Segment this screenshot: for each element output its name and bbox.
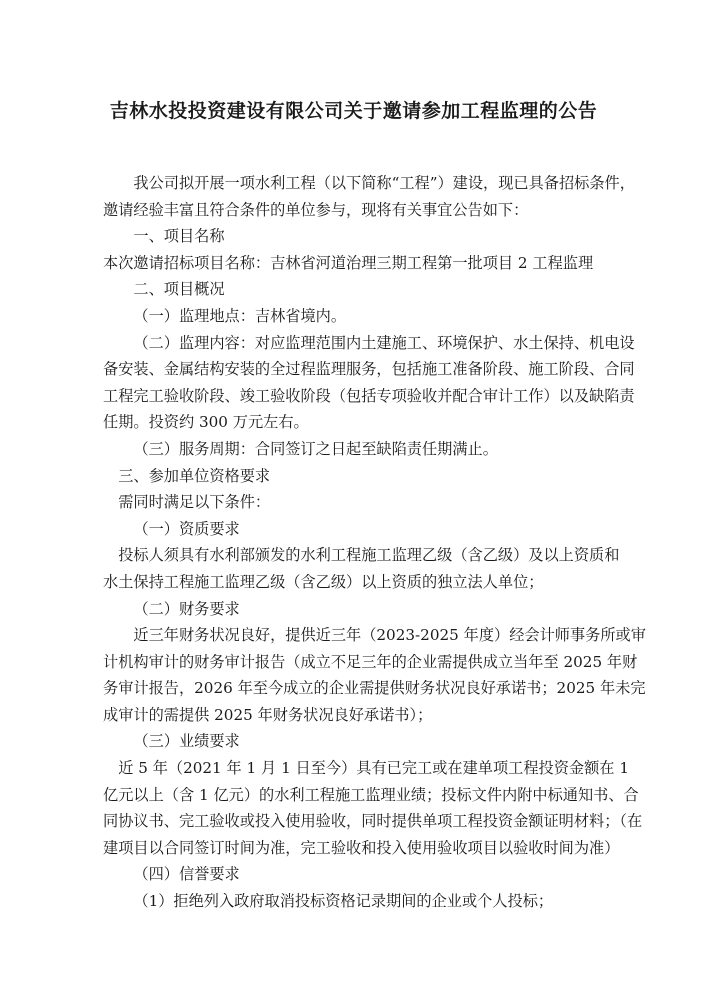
paragraph-line: 成审计的需提供 2025 年财务状况良好承诺书）；: [103, 705, 433, 724]
paragraph-line: 任期。投资约 300 万元左右。: [103, 413, 309, 432]
paragraph-line: （一）监理地点：吉林省境内。: [133, 306, 347, 325]
section-heading: 三、参加单位资格要求: [118, 466, 271, 485]
section-heading: 二、项目概况: [133, 280, 225, 299]
paragraph-line: 邀请经验丰富且符合条件的单位参与，现将有关事宜公告如下：: [103, 200, 529, 219]
sub-heading: （一）资质要求: [133, 519, 240, 538]
paragraph-line: 投标人须具有水利部颁发的水利工程施工监理乙级（含乙级）及以上资质和: [118, 546, 620, 565]
section-heading: 一、项目名称: [133, 227, 225, 246]
paragraph-line: 务审计报告，2026 年至今成立的企业需提供财务状况良好承诺书；2025 年未完: [103, 679, 646, 698]
sub-heading: （四）信誉要求: [133, 865, 240, 884]
paragraph-line: 近三年财务状况良好，提供近三年（2023-2025 年度）经会计师事务所或审: [133, 626, 646, 645]
paragraph-line: 水土保持工程施工监理乙级（含乙级）以上资质的独立法人单位；: [103, 572, 544, 591]
paragraph-line: 本次邀请招标项目名称：吉林省河道治理三期工程第一批项目 2 工程监理: [103, 253, 594, 272]
paragraph-line: （1）拒绝列入政府取消投标资格记录期间的企业或个人投标；: [133, 892, 554, 911]
paragraph-line: 同协议书、完工验收或投入使用验收，同时提供单项工程投资金额证明材料；（在: [103, 812, 643, 831]
sub-heading: （三）业绩要求: [133, 732, 240, 751]
paragraph-line: 需同时满足以下条件：: [118, 493, 271, 512]
document-title: 吉林水投投资建设有限公司关于邀请参加工程监理的公告: [109, 100, 598, 122]
paragraph-line: 亿元以上（含 1 亿元）的水利工程施工监理业绩；投标文件内附中标通知书、合: [103, 785, 639, 804]
paragraph-line: （三）服务周期：合同签订之日起至缺陷责任期满止。: [133, 439, 498, 458]
paragraph-line: 计机构审计的财务审计报告（成立不足三年的企业需提供成立当年至 2025 年财: [103, 652, 638, 671]
paragraph-line: 工程完工验收阶段、竣工验收阶段（包括专项验收并配合审计工作）以及缺陷责: [103, 386, 635, 405]
paragraph-line: 近 5 年（2021 年 1 月 1 日至今）具有已完工或在建单项工程投资金额在 1: [118, 759, 629, 778]
paragraph-line: 我公司拟开展一项水利工程（以下简称“工程”）建设，现已具备招标条件，: [133, 174, 635, 192]
sub-heading: （二）财务要求: [133, 599, 240, 618]
paragraph-line: （二）监理内容：对应监理范围内土建施工、环境保护、水土保持、机电设: [133, 333, 635, 352]
paragraph-line: 建项目以合同签订时间为准，完工验收和投入使用验收项目以验收时间为准）: [103, 838, 620, 857]
document-body: [103, 170, 646, 915]
paragraph-line: 备安装、金属结构安装的全过程监理服务，包括施工准备阶段、施工阶段、合同: [103, 360, 635, 379]
